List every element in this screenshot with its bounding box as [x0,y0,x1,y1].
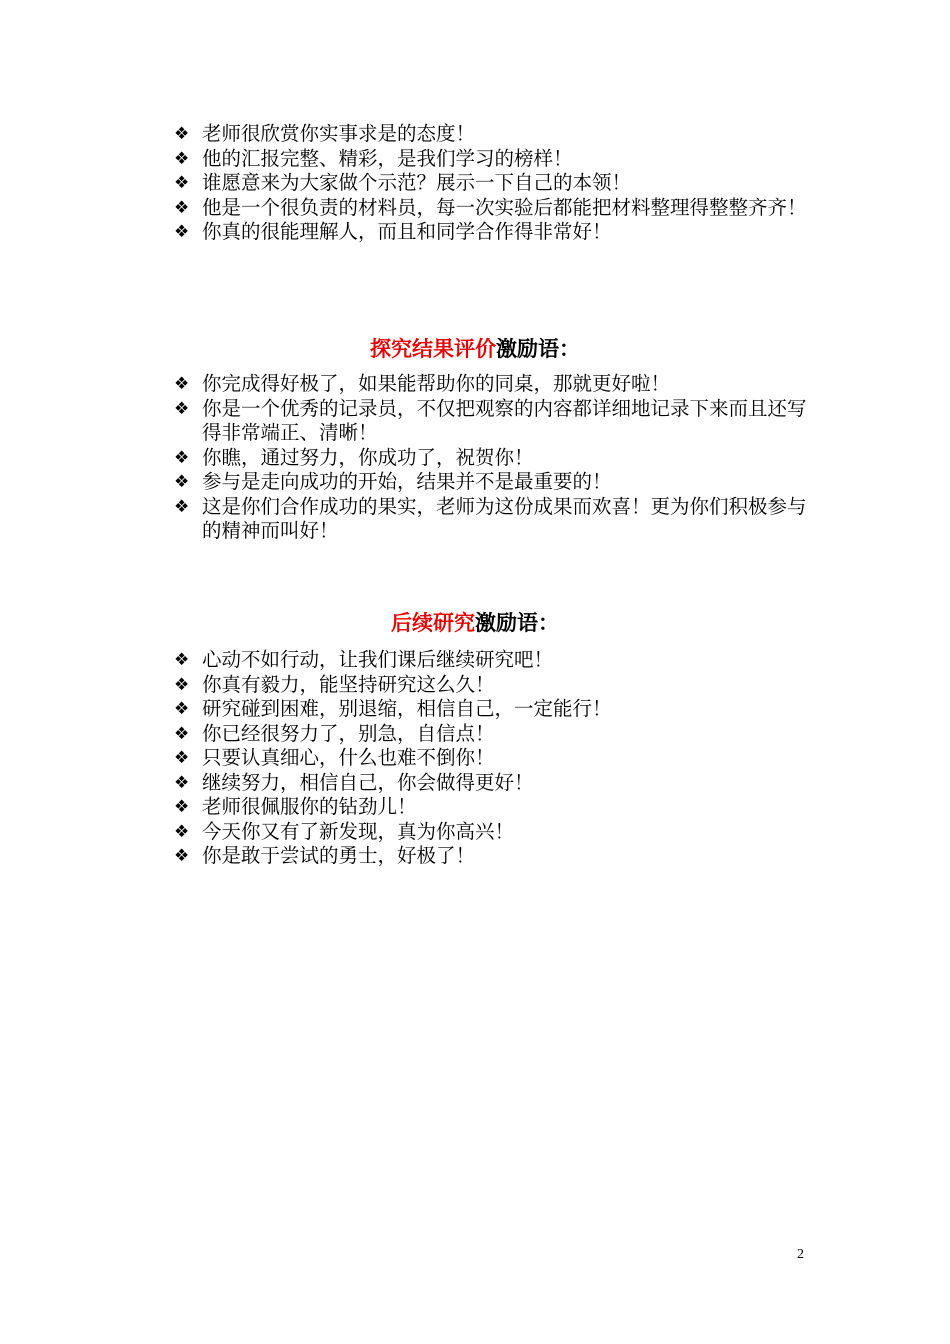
list-item: ❖ 你瞧，通过努力，你成功了，祝贺你！ [174,445,534,469]
diamond-bullet-icon: ❖ [174,447,190,468]
list-item: ❖ 谁愿意来为大家做个示范？展示一下自己的本领！ [174,171,632,194]
diamond-bullet-icon: ❖ [174,772,190,793]
diamond-bullet-icon: ❖ [174,197,190,218]
section2-heading [0,334,950,364]
diamond-bullet-icon: ❖ [174,496,190,517]
diamond-bullet-icon: ❖ [174,124,190,144]
diamond-bullet-icon: ❖ [174,650,190,670]
diamond-bullet-icon: ❖ [174,699,190,719]
list-item: ❖ 你已经很努力了，别急，自信点！ [174,721,495,745]
page-number: 2 [797,1247,804,1262]
list-item: ❖ 老师很佩服你的钻劲儿！ [174,795,417,818]
diamond-bullet-icon: ❖ [174,748,190,768]
list-item: ❖ 今天你又有了新发现，真为你高兴！ [174,819,515,843]
diamond-bullet-icon: ❖ [174,374,190,394]
list-item: ❖ 心动不如行动，让我们课后继续研究吧！ [174,648,554,671]
list-item: ❖ 他是一个很负责的材料员，每一次实验后都能把材料整理得整整齐齐！ [174,195,807,219]
section2-heading-highlight: 探究结果评价 [370,337,496,361]
section3-heading [0,608,950,638]
section3-list [172,648,812,869]
list-item: ❖ 研究碰到困难，别退缩，相信自己，一定能行！ [174,697,612,720]
list-item: ❖ 你真的很能理解人，而且和同学合作得非常好！ [174,220,612,243]
section2-heading-suffix: 激励语： [496,337,580,361]
diamond-bullet-icon: ❖ [174,846,190,866]
diamond-bullet-icon: ❖ [174,173,190,193]
diamond-bullet-icon: ❖ [174,723,190,744]
list-item: ❖ 这是你们合作成功的果实，老师为这份成果而欢喜！更为你们积极参与的精神而叫好！ [174,494,807,542]
list-item: ❖ 你是敢于尝试的勇士，好极了！ [174,844,476,867]
section2-list [172,372,812,544]
list-item: ❖ 参与是走向成功的开始，结果并不是最重要的！ [174,470,612,493]
list-item: ❖ 你完成得好极了，如果能帮助你的同桌，那就更好啦！ [174,372,671,395]
diamond-bullet-icon: ❖ [174,472,190,492]
section1-list [172,122,812,245]
list-item: ❖ 继续努力，相信自己，你会做得更好！ [174,770,534,794]
list-item: ❖ 他的汇报完整、精彩，是我们学习的榜样！ [174,146,573,170]
list-item: ❖ 老师很欣赏你实事求是的态度！ [174,122,476,145]
list-item: ❖ 你是一个优秀的记录员，不仅把观察的内容都详细地记录下来而且还写得非常端正、清晰！ [174,396,807,444]
diamond-bullet-icon: ❖ [174,148,190,169]
diamond-bullet-icon: ❖ [174,674,190,695]
diamond-bullet-icon: ❖ [174,821,190,842]
diamond-bullet-icon: ❖ [174,222,190,242]
diamond-bullet-icon: ❖ [174,797,190,817]
list-item: ❖ 你真有毅力，能坚持研究这么久！ [174,672,495,696]
diamond-bullet-icon: ❖ [174,398,190,419]
list-item: ❖ 只要认真细心，什么也难不倒你！ [174,746,495,769]
section3-heading-suffix: 激励语： [475,611,559,635]
section3-heading-highlight: 后续研究 [391,611,475,635]
